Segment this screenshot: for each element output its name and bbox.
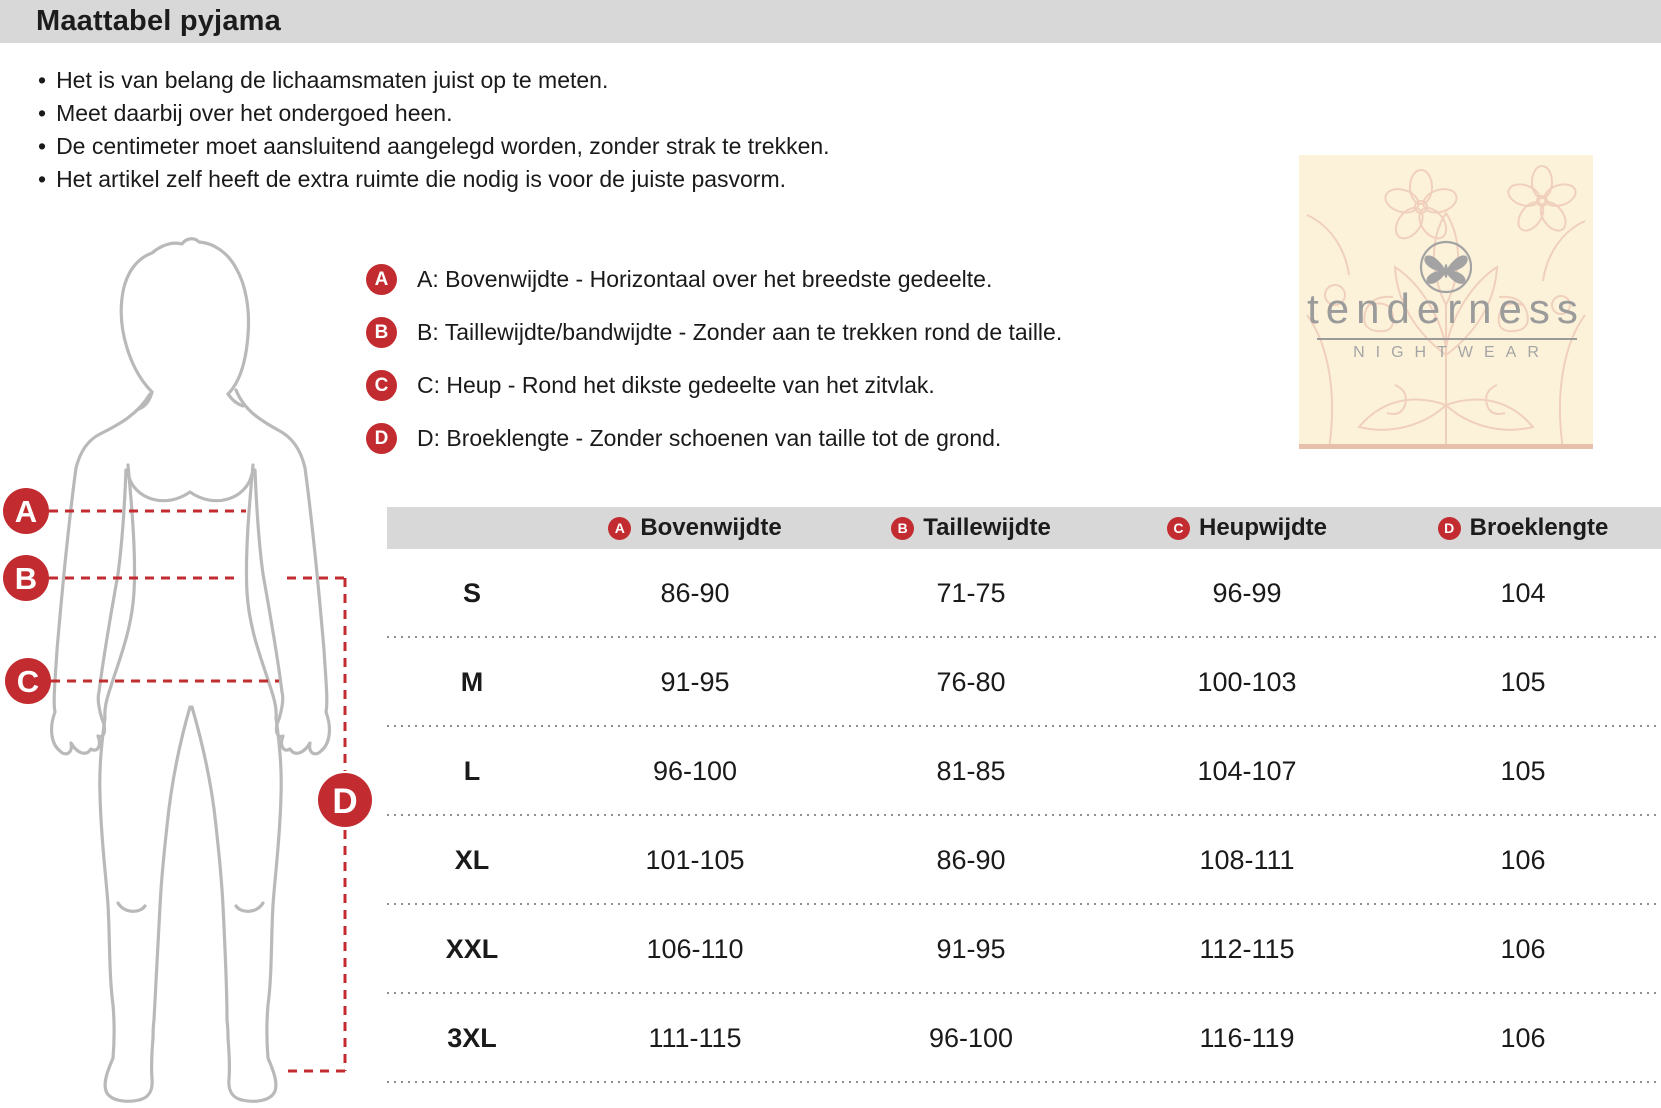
size-table xyxy=(387,507,1661,1083)
col-b-icon: B xyxy=(891,517,914,540)
col-header-taillewijdte: B Taillewijdte xyxy=(833,514,1109,542)
bullet-icon: • xyxy=(38,166,47,192)
logo-bottom-strip xyxy=(1299,444,1593,449)
bullet-icon: • xyxy=(38,133,47,159)
marker-d-letter: D xyxy=(332,782,358,821)
table-row: 3XL 111-115 96-100 116-119 106 xyxy=(387,994,1661,1083)
legend-d-icon: D xyxy=(366,423,397,454)
measurement-lines xyxy=(49,511,345,1071)
legend-b-text: B: Taillewijdte/bandwijdte - Zonder aan te trekken rond de taille. xyxy=(417,319,1063,345)
marker-c-letter: C xyxy=(16,664,40,699)
marker-b-letter: B xyxy=(14,561,38,596)
bullet-icon: • xyxy=(38,100,47,126)
brand-name: tenderness xyxy=(1307,285,1585,332)
legend-b-icon: B xyxy=(366,317,397,348)
table-row: M 91-95 76-80 100-103 105 xyxy=(387,638,1661,727)
legend-item-a xyxy=(366,264,1062,295)
measurement-legend xyxy=(366,264,1062,476)
col-header-bovenwijdte: A Bovenwijdte xyxy=(557,514,833,542)
instruction-item: • Het is van belang de lichaamsmaten juist op te meten. xyxy=(38,64,830,97)
body-figure xyxy=(0,0,380,1108)
page-title: Maattabel pyjama xyxy=(36,5,281,37)
legend-item-b xyxy=(366,317,1062,348)
female-silhouette-outline xyxy=(52,239,330,1101)
instruction-item: • Het artikel zelf heeft de extra ruimte die nodig is voor de juiste pasvorm. xyxy=(38,163,830,196)
legend-d-text: D: Broeklengte - Zonder schoenen van taille tot de grond. xyxy=(417,425,1002,451)
figure-markers xyxy=(3,488,372,827)
marker-a-letter: A xyxy=(14,494,38,529)
legend-a-text: A: Bovenwijdte - Horizontaal over het breedste gedeelte. xyxy=(417,266,993,292)
table-row: XXL 106-110 91-95 112-115 106 xyxy=(387,905,1661,994)
legend-item-c xyxy=(366,370,1062,401)
col-a-icon: A xyxy=(608,517,631,540)
col-d-icon: D xyxy=(1438,517,1461,540)
bullet-icon: • xyxy=(38,67,47,93)
col-header-broeklengte: D Broeklengte xyxy=(1385,514,1661,542)
table-row: L 96-100 81-85 104-107 105 xyxy=(387,727,1661,816)
legend-item-d xyxy=(366,423,1062,454)
table-header xyxy=(387,507,1661,549)
table-row: S 86-90 71-75 96-99 104 xyxy=(387,549,1661,638)
col-header-heupwijdte: C Heupwijdte xyxy=(1109,514,1385,542)
brand-logo xyxy=(1299,155,1593,449)
table-row: XL 101-105 86-90 108-111 106 xyxy=(387,816,1661,905)
legend-c-icon: C xyxy=(366,370,397,401)
logo-divider xyxy=(1317,338,1577,340)
instruction-item: • De centimeter moet aansluitend aangelegd worden, zonder strak te trekken. xyxy=(38,130,830,163)
col-c-icon: C xyxy=(1167,517,1190,540)
legend-a-icon: A xyxy=(366,264,397,295)
brand-subtitle: NIGHTWEAR xyxy=(1353,344,1550,361)
instruction-item: • Meet daarbij over het ondergoed heen. xyxy=(38,97,830,130)
legend-c-text: C: Heup - Rond het dikste gedeelte van het zitvlak. xyxy=(417,372,935,398)
